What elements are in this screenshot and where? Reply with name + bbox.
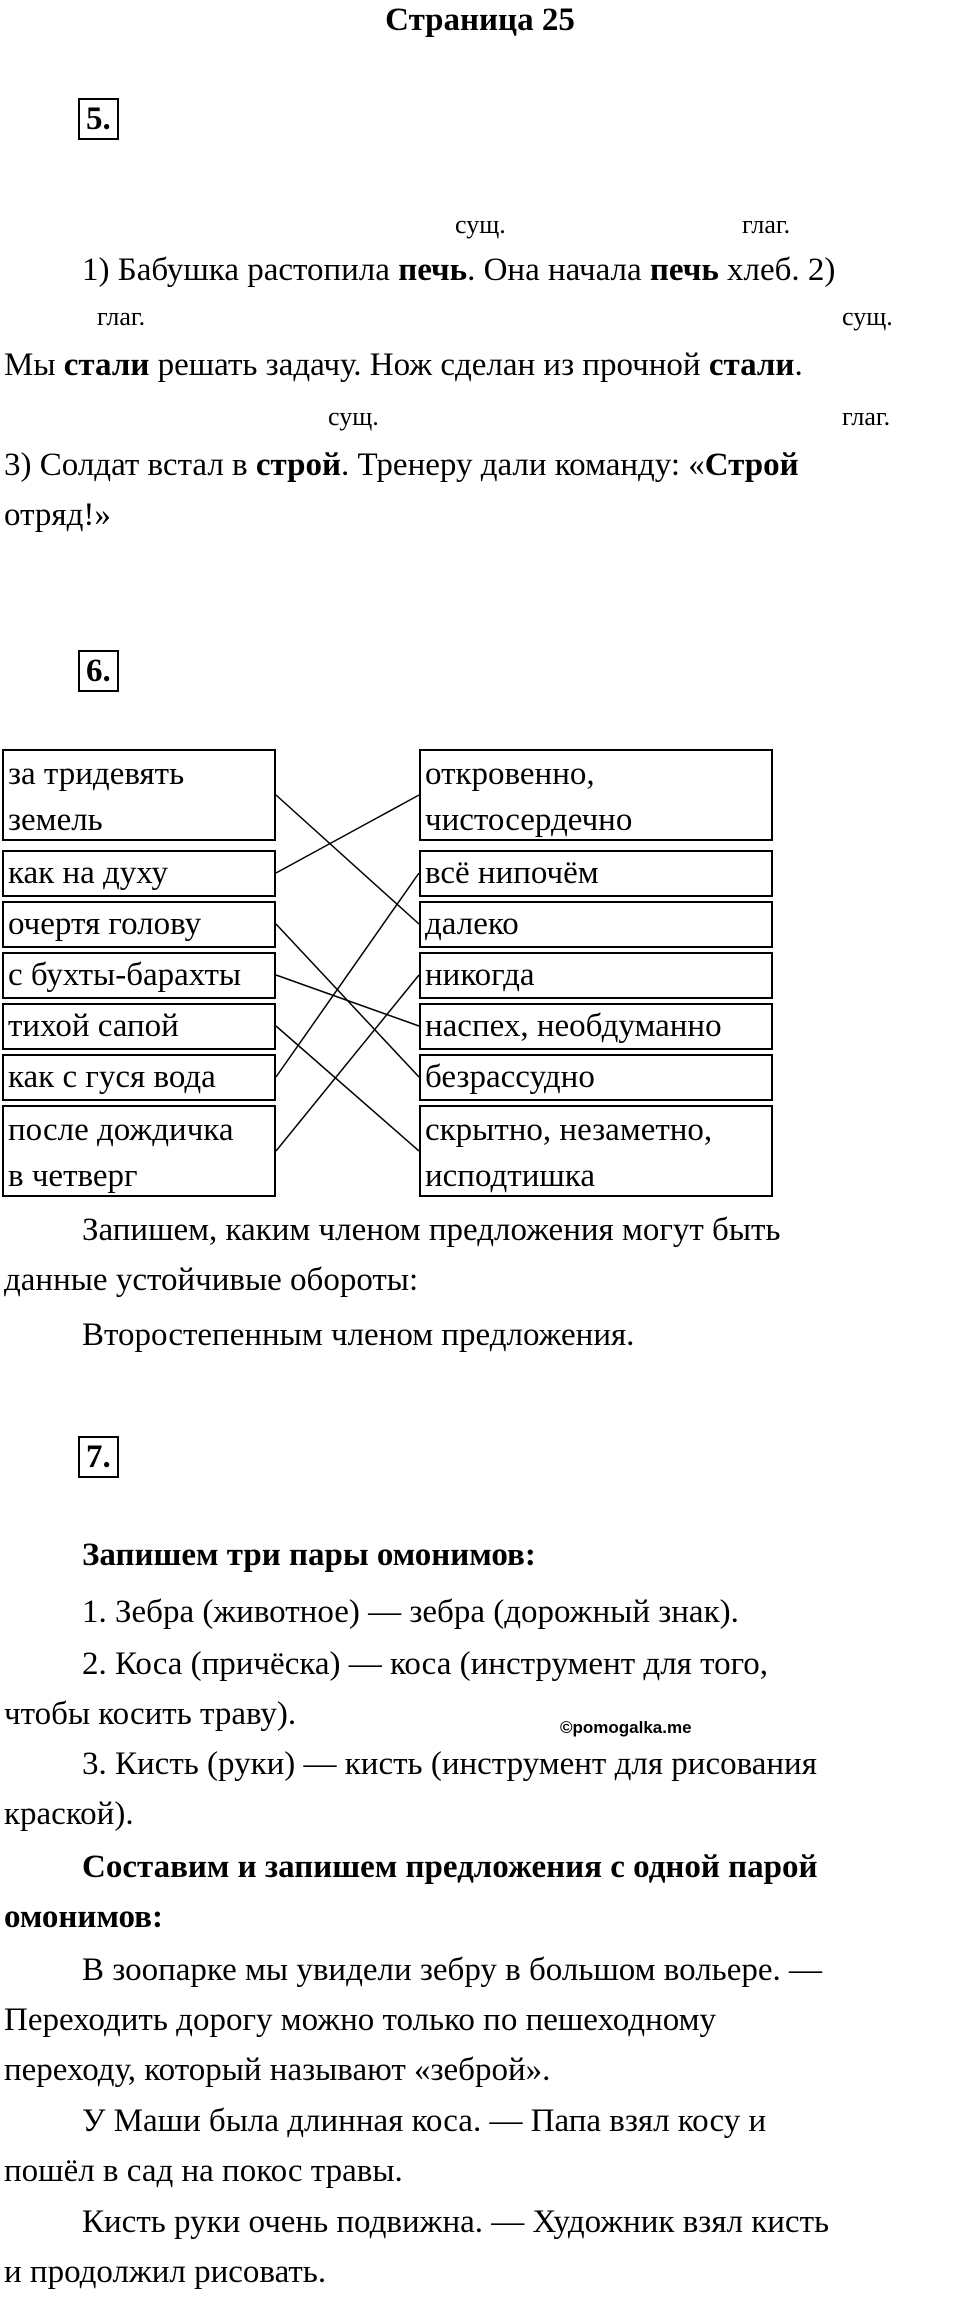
meaning-box: наспех, необдуманно: [419, 1003, 773, 1050]
ex7-heading-2-cont: омонимов:: [4, 1899, 163, 1935]
ex5-line-2: Мы стали решать задачу. Нож сделан из прочной стали.: [4, 347, 803, 383]
idiom-box: тихой сапой: [2, 1003, 276, 1050]
ex7-item-3: 3. Кисть (руки) — кисть (инструмент для рисования: [82, 1746, 817, 1782]
ex5-line-1: 1) Бабушка растопила печь. Она начала печь хлеб. 2): [82, 252, 836, 288]
ex5-line-3: 3) Солдат встал в строй. Тренеру дали команду: «Строй: [4, 447, 799, 483]
meaning-box: всё нипочём: [419, 850, 773, 897]
pos-mark: глаг.: [742, 210, 791, 239]
meaning-box: далеко: [419, 901, 773, 948]
pos-mark: глаг.: [97, 302, 146, 331]
pos-mark: сущ.: [842, 302, 893, 331]
matching-line: [276, 1026, 419, 1151]
ex6-text-2: данные устойчивые обороты:: [4, 1262, 419, 1298]
ex7-item-1: 1. Зебра (животное) — зебра (дорожный знак).: [82, 1594, 739, 1630]
ex7-item-2: 2. Коса (причёска) — коса (инструмент для того,: [82, 1646, 769, 1682]
meaning-box: никогда: [419, 952, 773, 999]
ex7-item-2-cont: чтобы косить траву).: [4, 1696, 297, 1732]
meaning-box: скрытно, незаметно, исподтишка: [419, 1105, 773, 1197]
idiom-box: как на духу: [2, 850, 276, 897]
ex6-text-1: Запишем, каким членом предложения могут быть: [82, 1212, 781, 1248]
ex7-heading-1: Запишем три пары омонимов:: [82, 1537, 536, 1573]
page-title: Страница 25: [385, 2, 575, 38]
exercise-6-number: 6.: [78, 650, 119, 692]
ex7-sentence-2: У Маши была длинная коса. — Папа взял косу и: [82, 2103, 767, 2139]
ex6-text-3: Второстепенным членом предложения.: [82, 1317, 635, 1353]
ex7-heading-2: Составим и запишем предложения с одной парой: [82, 1849, 818, 1885]
pos-mark: сущ.: [455, 210, 506, 239]
idiom-box: как с гуся вода: [2, 1054, 276, 1101]
watermark: ©pomogalka.me: [560, 1718, 692, 1737]
matching-line: [276, 873, 419, 1077]
exercise-7-number: 7.: [78, 1436, 119, 1478]
ex5-line-4: отряд!»: [4, 497, 111, 533]
meaning-box: откровенно, чистосердечно: [419, 749, 773, 841]
matching-line: [276, 795, 419, 873]
ex7-sentence-3-cont: и продолжил рисовать.: [4, 2254, 327, 2290]
pos-mark: сущ.: [328, 402, 379, 431]
exercise-5-number: 5.: [78, 98, 119, 140]
idiom-box: за тридевять земель: [2, 749, 276, 841]
ex7-sentence-3: Кисть руки очень подвижна. — Художник взял кисть: [82, 2204, 830, 2240]
idiom-box: очертя голову: [2, 901, 276, 948]
ex7-sentence-2-cont: пошёл в сад на покос травы.: [4, 2153, 403, 2189]
ex7-sentence-1-cont: Переходить дорогу можно только по пешеходному: [4, 2002, 717, 2038]
meaning-box: безрассудно: [419, 1054, 773, 1101]
ex7-sentence-1-cont: переходу, который называют «зеброй».: [4, 2052, 551, 2088]
pos-mark: глаг.: [842, 402, 891, 431]
idiom-box: с бухты-барахты: [2, 952, 276, 999]
ex7-sentence-1: В зоопарке мы увидели зебру в большом вольере. —: [82, 1952, 823, 1988]
ex7-item-3-cont: краской).: [4, 1796, 134, 1832]
idiom-box: после дождичка в четверг: [2, 1105, 276, 1197]
